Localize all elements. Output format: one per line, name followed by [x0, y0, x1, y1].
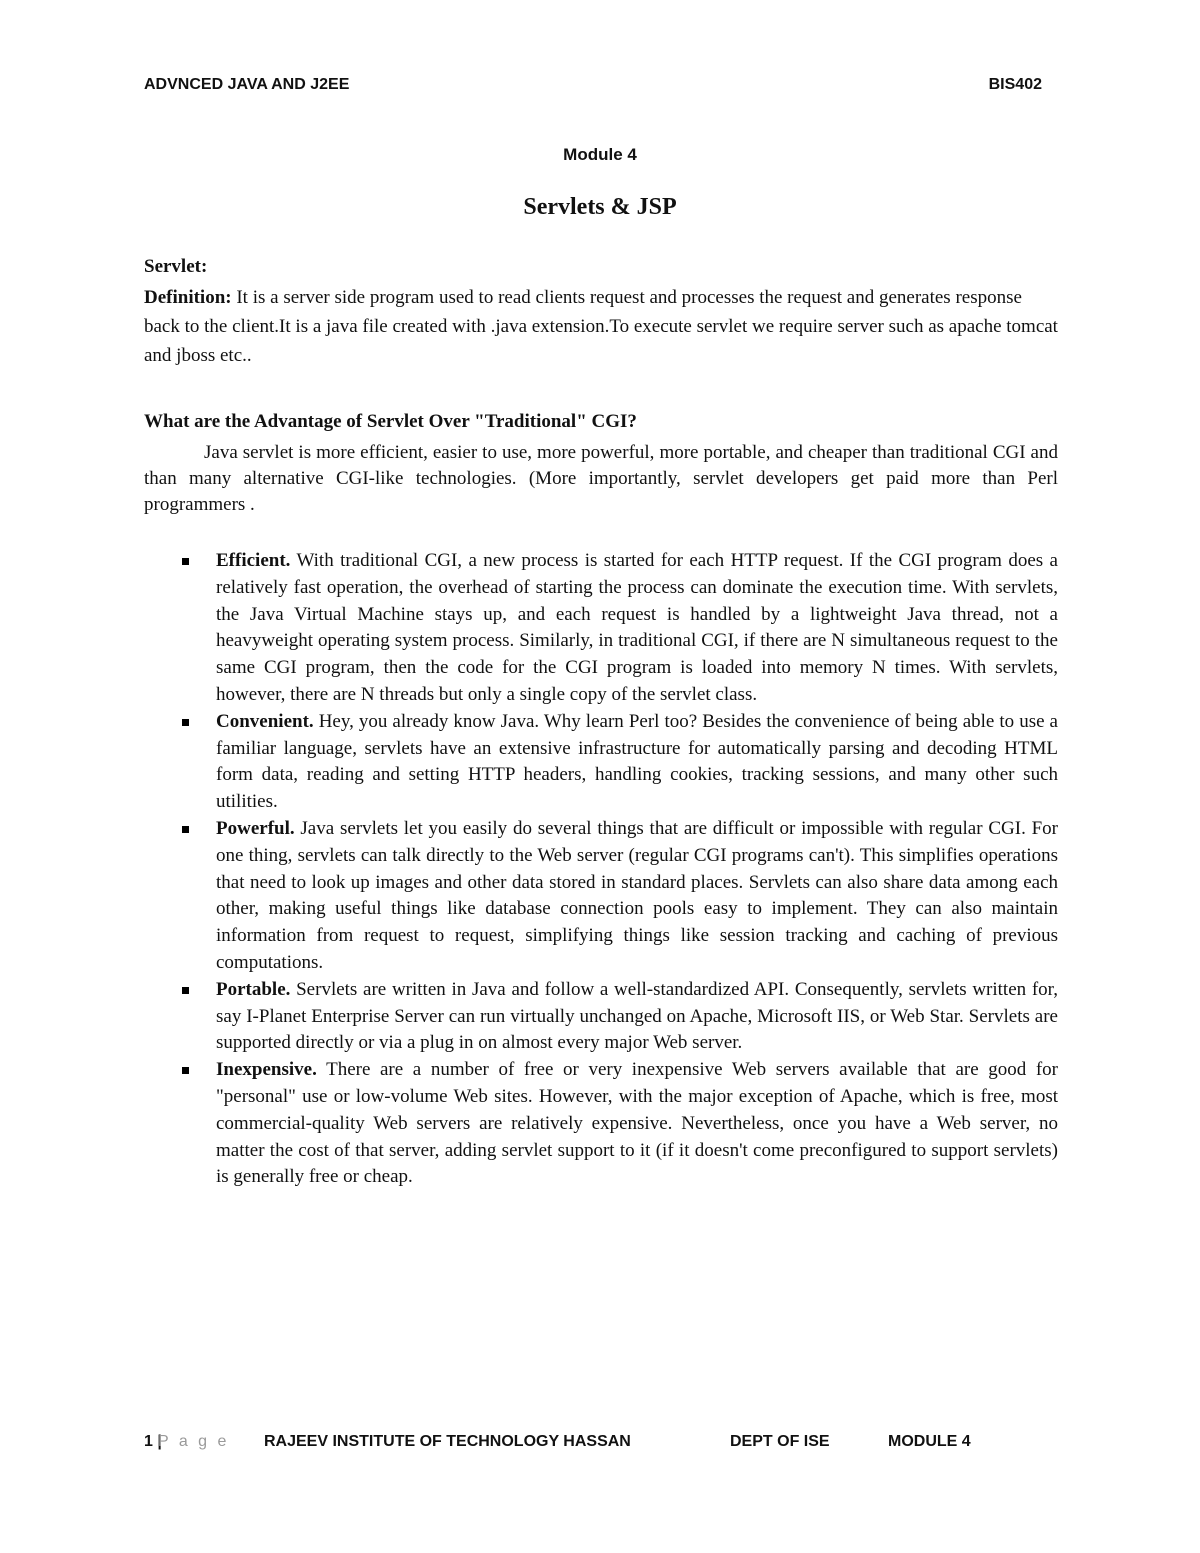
servlet-heading: Servlet:: [144, 256, 208, 277]
footer-module: MODULE 4: [888, 1433, 971, 1450]
header-course-title: ADVNCED JAVA AND J2EE: [144, 76, 350, 93]
list-item-text: There are a number of free or very inexpensive Web servers available that are good for "personal" use or low-volume Web sites. However, with the major exception of Apache, which is free, most commercial-quality Web servers are relatively expensive. Nevertheless, once you have a Web server, no matter the cost of that server, adding servlet support to it (if it doesn't come preconfigured to support servlets) is generally free or cheap.: [216, 1059, 1058, 1188]
intro-text: Java servlet is more efficient, easier to use, more powerful, more portable, and cheaper than traditional CGI and than many alternative CGI-like technologies. (More importantly, servlet developers get paid more than Perl programmers .: [144, 442, 1058, 515]
list-item-label: Convenient.: [216, 710, 314, 732]
list-item-label: Inexpensive.: [216, 1059, 317, 1081]
module-label: Module 4: [563, 145, 637, 164]
square-bullet-icon: [182, 987, 189, 994]
footer-institute: RAJEEV INSTITUTE OF TECHNOLOGY HASSAN: [264, 1433, 631, 1450]
list-item-label: Powerful.: [216, 817, 295, 839]
page-title: Servlets & JSP: [523, 194, 677, 220]
list-item-powerful: [144, 816, 1058, 977]
square-bullet-icon: [182, 826, 189, 833]
advantage-heading: What are the Advantage of Servlet Over "Traditional" CGI?: [144, 411, 637, 432]
list-item-text: With traditional CGI, a new process is started for each HTTP request. If the CGI program does a relatively fast operation, the overhead of starting the process can dominate the execution time. With servlets, the Java Virtual Machine stays up, and each request is handled by a lightweight Java thread, not a heavyweight operating system process. Similarly, in traditional CGI, if there are N simultaneous request to the same CGI program, then the code for the CGI program is loaded into memory N times. With servlets, however, there are N threads but only a single copy of the servlet class.: [216, 550, 1058, 705]
header-course-code: BIS402: [988, 76, 1042, 93]
list-item-inexpensive: [144, 1057, 1058, 1191]
square-bullet-icon: [182, 558, 189, 565]
list-item-efficient: [144, 548, 1058, 709]
footer-page-word: P a g e: [158, 1433, 230, 1450]
list-item-convenient: [144, 709, 1058, 816]
list-item-text: Java servlets let you easily do several things that are difficult or impossible with regular CGI. For one thing, servlets can talk directly to the Web server (regular CGI programs can't). This simplifies operations that need to look up images and other data stored in standard places. Servlets can also share data among each other, making useful things like database connection pools easy to implement. They can also maintain information from request to request, simplifying things like session tracking and caching of previous computations.: [216, 817, 1058, 973]
definition-text: It is a server side program used to read clients request and processes the request and generates response back to the client.It is a java file created with .java extension.To execute servlet we require server such as apache tomcat and jboss etc..: [144, 287, 1058, 366]
list-item-label: Portable.: [216, 978, 291, 1000]
square-bullet-icon: [182, 1067, 189, 1074]
intro-paragraph: [144, 440, 1058, 518]
list-item-text: Servlets are written in Java and follow a well-standardized API. Consequently, servlets written for, say I-Planet Enterprise Server can run virtually unchanged on Apache, Microsoft IIS, or Web Star. Servlets are supported directly or via a plug in on almost every major Web server.: [216, 978, 1058, 1054]
advantages-list: [144, 548, 1058, 1191]
definition-label: Definition:: [144, 287, 232, 308]
definition-paragraph: [144, 283, 1058, 370]
list-item-text: Hey, you already know Java. Why learn Perl too? Besides the convenience of being able to use a familiar language, servlets have an extensive infrastructure for automatically parsing and decoding HTML form data, reading and setting HTTP headers, handling cookies, tracking sessions, and many other such utilities.: [216, 710, 1058, 813]
footer-page-number: 1 |: [144, 1433, 162, 1450]
list-item-label: Efficient.: [216, 550, 291, 571]
square-bullet-icon: [182, 719, 189, 726]
footer-department: DEPT OF ISE: [730, 1433, 830, 1450]
list-item-portable: [144, 977, 1058, 1057]
